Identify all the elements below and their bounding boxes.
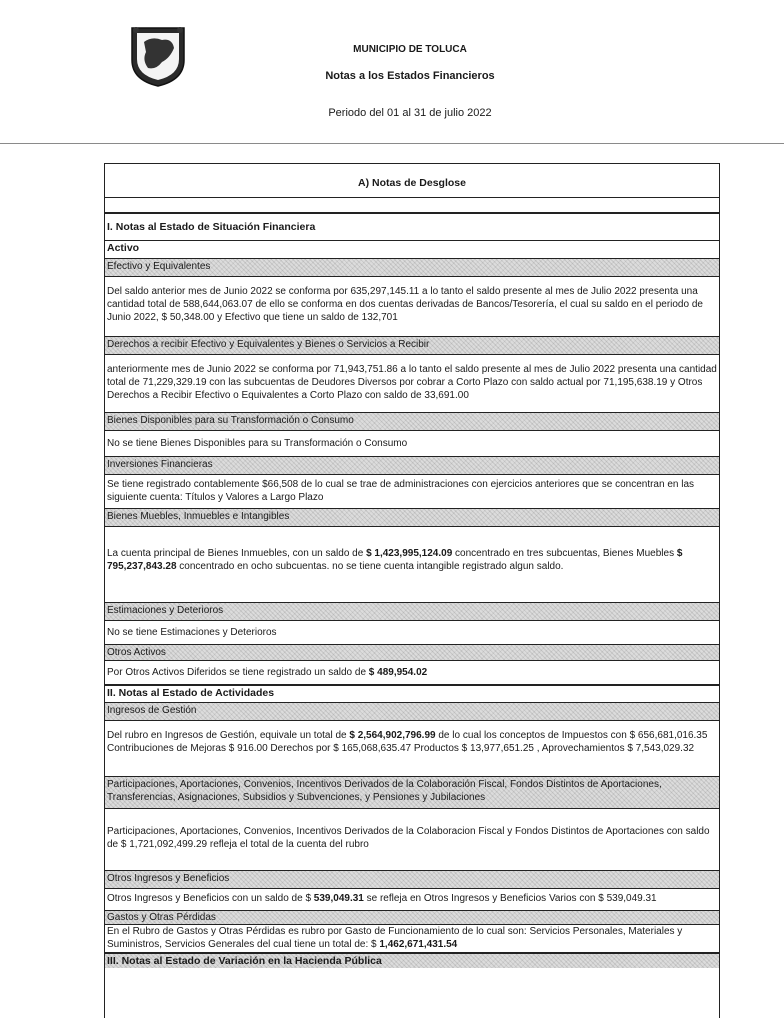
derechos-label: Derechos a recibir Efectivo y Equivalentes y Bienes o Servicios a Recibir [105,336,719,354]
otros-activos-value: $ 489,954.02 [368,667,428,678]
bienes-inmuebles-value: $ 1,423,995,124.09 [366,548,453,559]
efectivo-label: Efectivo y Equivalentes [105,258,719,276]
bienes-muebles-text: La cuenta principal de Bienes Inmuebles, con un saldo de $ 1,423,995,124.09 concentrado en tres subcuentas, Bienes Muebles $ 795,237,843.28 concentrado en ocho subcuentas. no se tiene cuenta intangible registrado algun saldo. [105,526,719,602]
document-title: Notas a los Estados Financieros [325,70,495,82]
gastos-label: Gastos y Otras Pérdidas [105,910,719,924]
bienes-disponibles-text: No se tiene Bienes Disponibles para su Transformación o Consumo [105,430,719,456]
derechos-text: anteriormente mes de Junio 2022 se conforma por 71,943,751.86 a lo tanto el saldo presente al mes de Julio 2022 presenta una cantidad total de 71,229,329.19 con las subcuentas de Deudores Diversos por cobrar a Corto Plazo con saldo actual por 71,195,638.19 y Otros Derechos a Recibir Efectivo o Equivalentes a Corto Plazo con saldo de 33,691.00 [105,354,719,412]
header-divider [0,143,784,144]
estimaciones-label: Estimaciones y Deterioros [105,602,719,620]
participaciones-label: Participaciones, Aportaciones, Convenios, Incentivos Derivados de la Colaboración Fiscal, Fondos Distintos de Aportaciones, Transferencias, Asignaciones, Subsidios y Subvenciones, y Pensiones y Jubilaciones [105,776,719,808]
gastos-total-value: 1,462,671,431.54 [379,939,458,950]
inversiones-label: Inversiones Financieras [105,456,719,474]
bienes-disponibles-label: Bienes Disponibles para su Transformación o Consumo [105,412,719,430]
reporting-period: Periodo del 01 al 31 de julio 2022 [328,107,492,119]
bienes-muebles-value: $ 795,237,843.28 [107,548,683,572]
otros-ingresos-label: Otros Ingresos y Beneficios [105,870,719,888]
activo-heading: Activo [105,240,719,258]
bienes-muebles-label: Bienes Muebles, Inmuebles e Intangibles [105,508,719,526]
ingresos-total-value: $ 2,564,902,796.99 [349,730,436,741]
otros-ingresos-text: Otros Ingresos y Beneficios con un saldo de $ 539,049.31 se refleja en Otros Ingresos y Beneficios Varios con $ 539,049.31 [105,888,719,910]
section-i-title: I. Notas al Estado de Situación Financiera [105,212,719,238]
otros-activos-label: Otros Activos [105,644,719,660]
efectivo-text: Del saldo anterior mes de Junio 2022 se conforma por 635,297,145.11 a lo tanto el saldo presente al mes de Julio 2022 presenta una cantidad total de 588,644,063.07 de ello se conforma en dos cuentas derivadas de Bancos/Tesorería, el cual su saldo en el periodo de Junio 2022, $ 50,348.00 y Efectivo que tiene un saldo de 132,701 [105,276,719,336]
otros-activos-text: Por Otros Activos Diferidos se tiene registrado un saldo de $ 489,954.02 [105,660,719,684]
municipality-name: MUNICIPIO DE TOLUCA [353,44,467,55]
section-iii-title: III. Notas al Estado de Variación en la Hacienda Pública [105,952,719,968]
section-ii-title: II. Notas al Estado de Actividades [105,684,719,702]
gastos-text: En el Rubro de Gastos y Otras Pérdidas es rubro por Gasto de Funcionamiento de lo cual son: Servicios Personales, Materiales y Suministros, Servicios Generales del cual tiene un total de: $ 1,462,671,431.54 [105,924,719,952]
inversiones-text: Se tiene registrado contablemente $66,508 de lo cual se trae de administraciones con ejercicios anteriores que se concentran en las siguiente cuenta: Títulos y Valores a Largo Plazo [105,474,719,508]
otros-ingresos-value: 539,049.31 [313,893,364,904]
participaciones-text: Participaciones, Aportaciones, Convenios, Incentivos Derivados de la Colaboracion Fiscal y Fondos Distintos de Aportaciones con saldo de $ 1,721,092,499.29 refleja el total de la cuenta del rubro [105,808,719,870]
estimaciones-text: No se tiene Estimaciones y Deterioros [105,620,719,644]
section-a-title: A) Notas de Desglose [105,172,719,198]
ingresos-text: Del rubro en Ingresos de Gestión, equivale un total de $ 2,564,902,796.99 de lo cual los conceptos de Impuestos con $ 656,681,016.35 Contribuciones de Mejoras $ 916.00 Derechos por $ 165,068,635.47 Productos $ 13,977,651.25 , Aprovechamientos $ 7,543,029.32 [105,720,719,776]
ingresos-label: Ingresos de Gestión [105,702,719,720]
municipal-seal-logo [128,24,188,88]
